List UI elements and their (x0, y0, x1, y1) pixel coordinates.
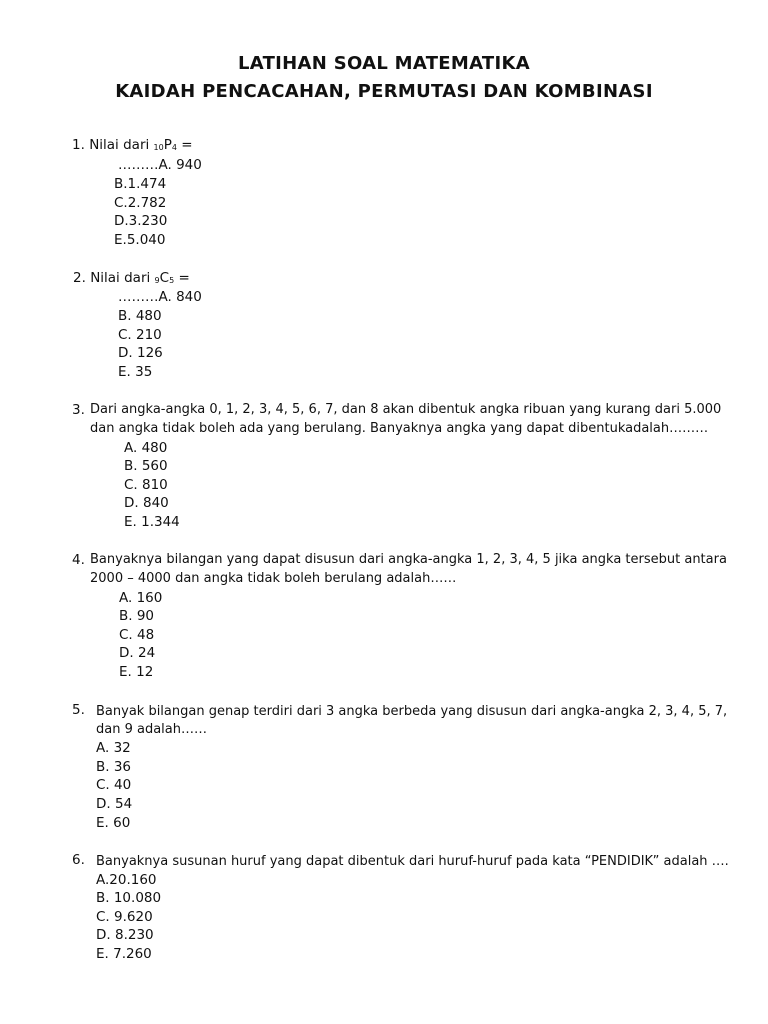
option-c: C. 9.620 (96, 909, 153, 925)
option-b: B. 560 (124, 458, 168, 474)
question-number: 5. (72, 702, 85, 718)
option-e: E. 35 (118, 364, 153, 380)
question-text-line-1: Banyaknya susunan huruf yang dapat dibentuk dari huruf-huruf pada kata “PENDIDIK” adalah …. (96, 854, 729, 869)
question-number: 2. (73, 270, 86, 286)
question-text-line-2: dan angka tidak boleh ada yang berulang. Banyaknya angka yang dapat dibentukadalah……… (90, 421, 709, 436)
option-d: D. 126 (118, 345, 163, 361)
question-2 (73, 269, 190, 290)
option-e: E. 12 (119, 664, 154, 680)
option-d: D. 54 (96, 796, 133, 812)
option-c: C. 40 (96, 777, 132, 793)
question-1 (72, 136, 193, 157)
option-c: C. 810 (124, 477, 168, 493)
question-text: Nilai dari $_{10}P_4$ = (89, 137, 193, 153)
option-b: B.1.474 (114, 176, 167, 192)
option-b: B. 10.080 (96, 890, 162, 906)
question-text-line-1: Banyaknya bilangan yang dapat disusun dari angka-angka 1, 2, 3, 4, 5 jika angka tersebut antara (90, 552, 727, 567)
option-c: C. 210 (118, 327, 162, 343)
option-b: B. 480 (118, 308, 162, 324)
option-e: E. 60 (96, 815, 131, 831)
option-a: A. 480 (124, 440, 168, 456)
option-b: B. 90 (119, 608, 155, 624)
question-number: 1. (72, 137, 85, 153)
question-number: 4. (72, 552, 85, 568)
question-number: 6. (72, 852, 85, 868)
option-d: D. 8.230 (96, 927, 154, 943)
option-a: A. 32 (96, 740, 131, 756)
page-title: LATIHAN SOAL MATEMATIKA (238, 53, 530, 74)
option-d: D.3.230 (114, 213, 168, 229)
option-a: ………A. 840 (118, 289, 202, 305)
question-text-line-2: 2000 – 4000 dan angka tidak boleh berulang adalah…… (90, 571, 457, 586)
option-e: E. 1.344 (124, 514, 180, 530)
page-subtitle: KAIDAH PENCACAHAN, PERMUTASI DAN KOMBINASI (115, 81, 653, 102)
question-number: 3. (72, 402, 85, 418)
option-b: B. 36 (96, 759, 132, 775)
option-e: E. 7.260 (96, 946, 152, 962)
option-d: D. 24 (119, 645, 156, 661)
option-e: E.5.040 (114, 232, 166, 248)
question-text-line-1: Dari angka-angka 0, 1, 2, 3, 4, 5, 6, 7, dan 8 akan dibentuk angka ribuan yang kurang dari 5.000 (90, 402, 722, 417)
question-text-line-1: Banyak bilangan genap terdiri dari 3 angka berbeda yang disusun dari angka-angka 2, 3, 4, 5, 7, (96, 704, 728, 719)
option-c: C.2.782 (114, 195, 167, 211)
option-a: ………A. 940 (118, 157, 202, 173)
option-a: A. 160 (119, 590, 163, 606)
option-d: D. 840 (124, 495, 169, 511)
option-c: C. 48 (119, 627, 155, 643)
option-a: A.20.160 (96, 872, 157, 888)
question-text-line-2: dan 9 adalah…… (96, 722, 207, 737)
question-text: Nilai dari $_9C_5$ = (90, 270, 190, 286)
